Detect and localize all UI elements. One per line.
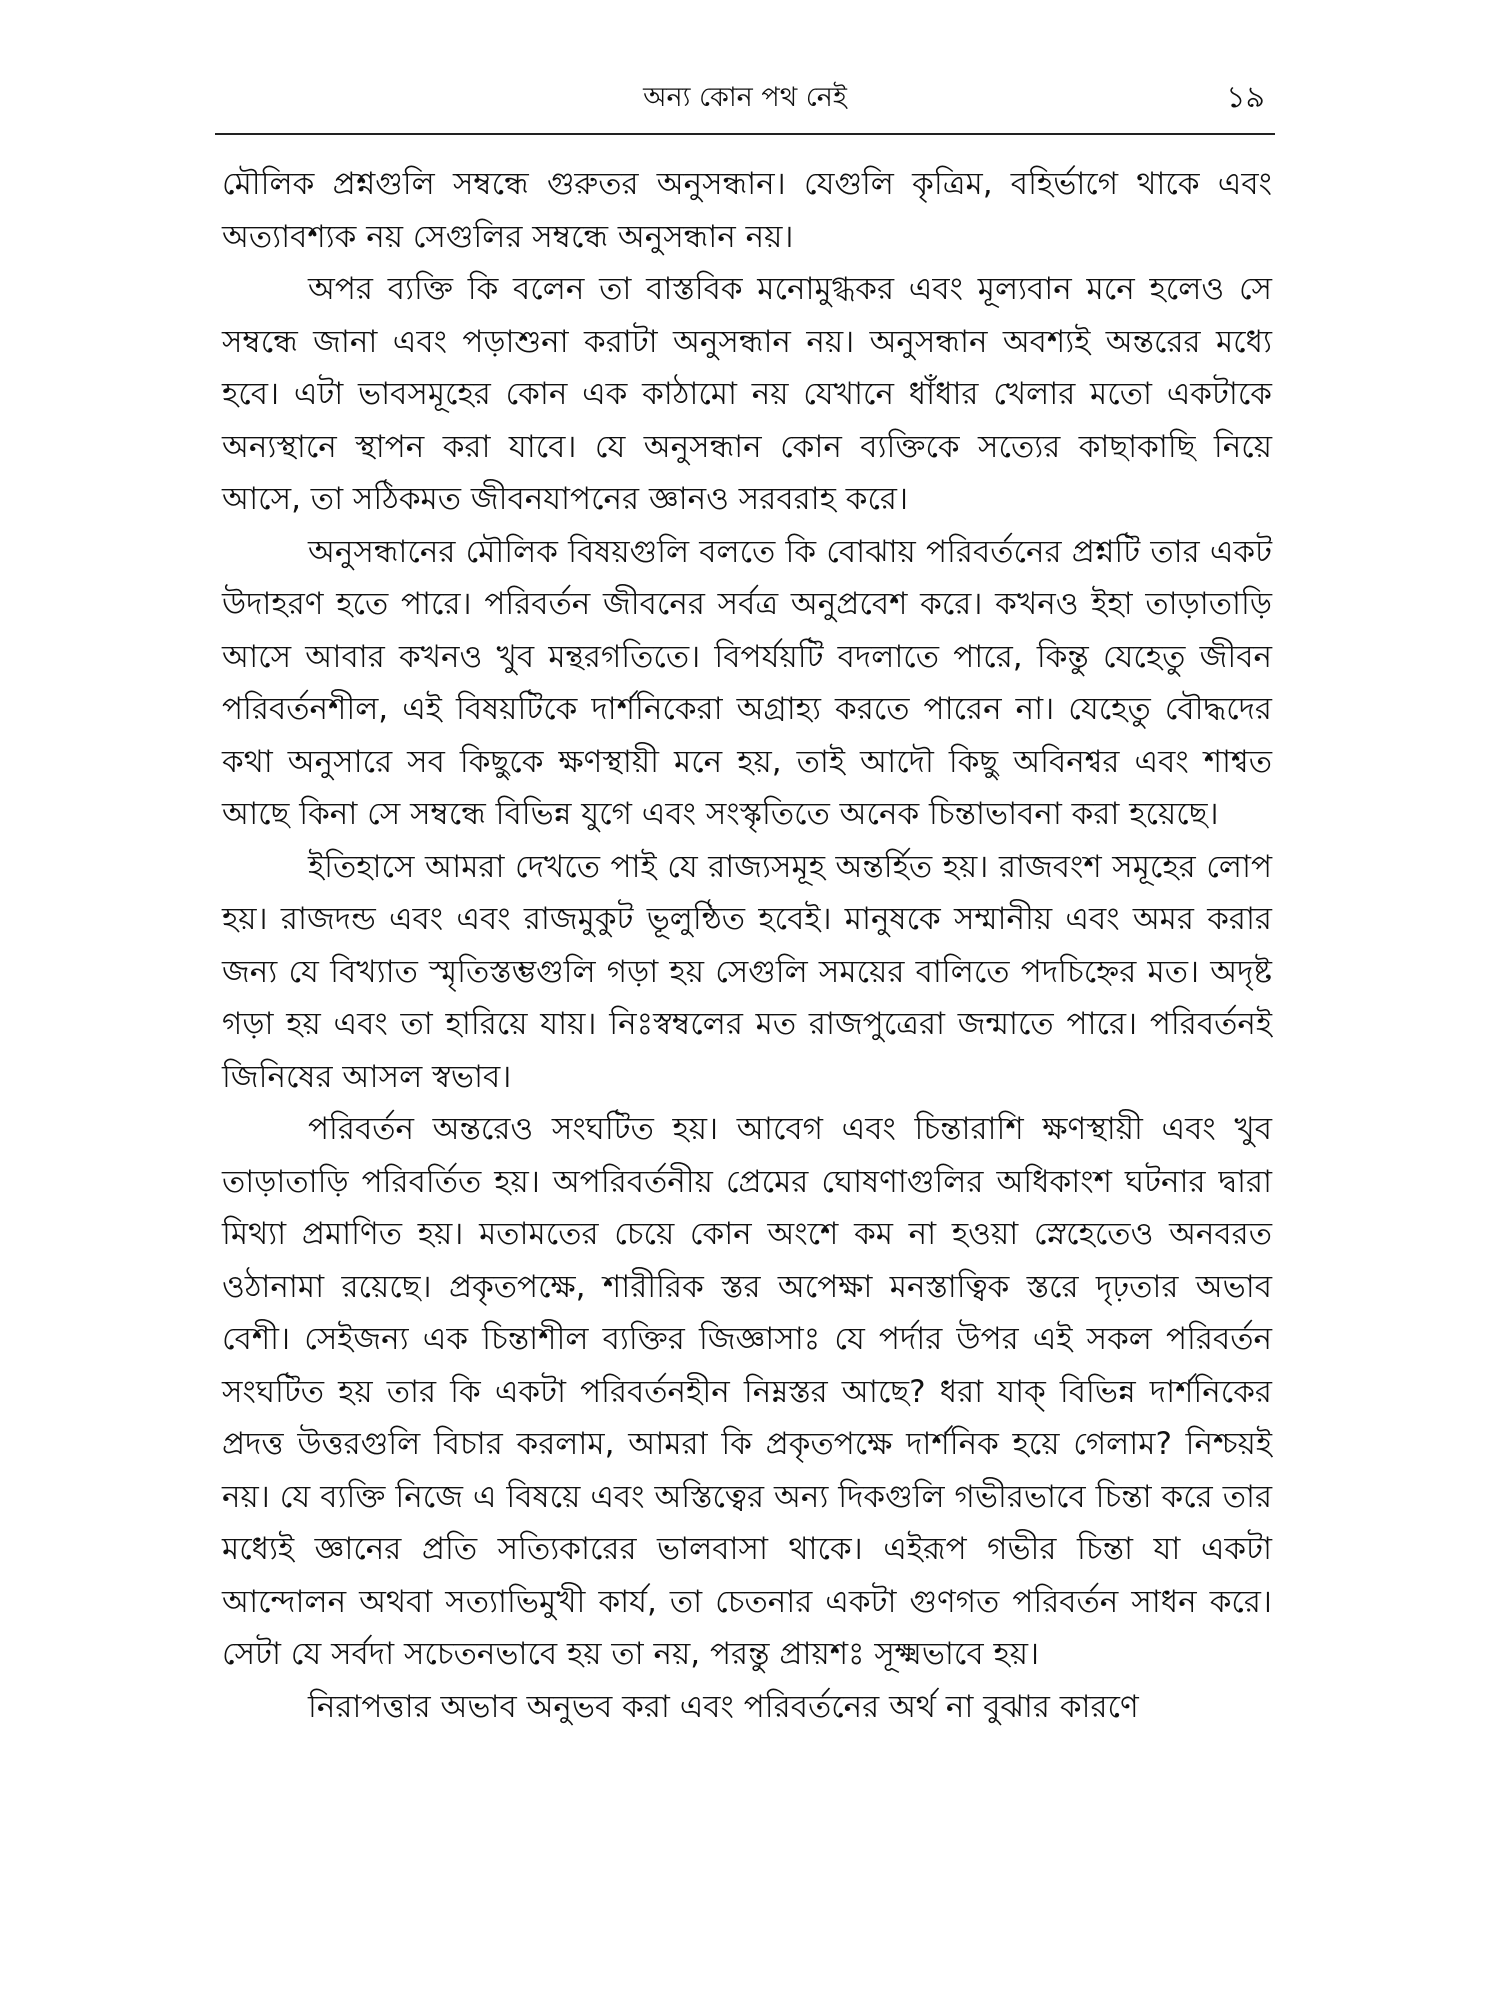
paragraph-2: অপর ব্যক্তি কি বলেন তা বাস্তবিক মনোমুগ্ধকর এবং মূল্যবান মনে হলেও সে সম্বন্ধে জানা এবং পড়াশুনা করাটা অনুসন্ধান নয়। অনুসন্ধান অবশ্যই অন্তরের মধ্যে হবে। এটা ভাবসমূহের কোন এক কাঠামো নয় যেখানে ধাঁধার খেলার মতো একটাকে অন্যস্থানে স্থাপন করা যাবে। যে অনুসন্ধান কোন ব্যক্তিকে সত্যের কাছাকাছি নিয়ে আসে, তা সঠিকমত জীবনযাপনের জ্ঞানও সরবরাহ করে। (222, 271, 1272, 517)
paragraph-3: অনুসন্ধানের মৌলিক বিষয়গুলি বলতে কি বোঝায় পরিবর্তনের প্রশ্নটি তার একট উদাহরণ হতে পারে। পরিবর্তন জীবনের সর্বত্র অনুপ্রবেশ করে। কখনও ইহা তাড়াতাড়ি আসে আবার কখনও খুব মন্থরগতিতে। বিপর্যয়টি বদলাতে পারে, কিন্তু যেহেতু জীবন পরিবর্তনশীল, এই বিষয়টিকে দার্শনিকেরা অগ্রাহ্য করতে পারেন না। যেহেতু বৌদ্ধদের কথা অনুসারে সব কিছুকে ক্ষণস্থায়ী মনে হয়, তাই আদৌ কিছু অবিনশ্বর এবং শাশ্বত আছে কিনা সে সম্বন্ধে বিভিন্ন যুগে এবং সংস্কৃতিতে অনেক চিন্তাভাবনা করা হয়েছে। (222, 533, 1272, 832)
page-header (215, 78, 1275, 128)
running-title: অন্য কোন পথ নেই (643, 82, 847, 113)
paragraph-6: নিরাপত্তার অভাব অনুভব করা এবং পরিবর্তনের অর্থ না বুঝার কারণে (308, 1688, 1139, 1725)
paragraph-4: ইতিহাসে আমরা দেখতে পাই যে রাজ্যসমূহ অন্তর্হিত হয়। রাজবংশ সমূহের লোপ হয়। রাজদন্ড এবং এবং রাজমুকুট ভূলুন্ঠিত হবেই। মানুষকে সম্মানীয় এবং অমর করার জন্য যে বিখ্যাত স্মৃতিস্তম্ভগুলি গড়া হয় সেগুলি সময়ের বালিতে পদচিহ্নের মত। অদৃষ্ট গড়া হয় এবং তা হারিয়ে যায়। নিঃস্বম্বলের মত রাজপুত্রেরা জন্মাতে পারে। পরিবর্তনই জিনিষের আসল স্বভাব। (222, 848, 1272, 1095)
body-text (222, 158, 1272, 1733)
paragraph-1: মৌলিক প্রশ্নগুলি সম্বন্ধে গুরুতর অনুসন্ধান। যেগুলি কৃত্রিম, বহির্ভাগে থাকে এবং অত্যাবশ্যক নয় সেগুলির সম্বন্ধে অনুসন্ধান নয়। (222, 166, 1272, 255)
paragraph-5: পরিবর্তন অন্তরেও সংঘটিত হয়। আবেগ এবং চিন্তারাশি ক্ষণস্থায়ী এবং খুব তাড়াতাড়ি পরিবর্তিত হয়। অপরিবর্তনীয় প্রেমের ঘোষণাগুলির অধিকাংশ ঘটনার দ্বারা মিথ্যা প্রমাণিত হয়। মতামতের চেয়ে কোন অংশে কম না হওয়া স্নেহেতেও অনবরত ওঠানামা রয়েছে। প্রকৃতপক্ষে, শারীরিক স্তর অপেক্ষা মনস্তাত্বিক স্তরে দৃঢ়তার অভাব বেশী। সেইজন্য এক চিন্তাশীল ব্যক্তির জিজ্ঞাসাঃ যে পর্দার উপর এই সকল পরিবর্তন সংঘটিত হয় তার কি একটা পরিবর্তনহীন নিম্নস্তর আছে? ধরা যাক্ বিভিন্ন দার্শনিকের প্রদত্ত উত্তরগুলি বিচার করলাম, আমরা কি প্রকৃতপক্ষে দার্শনিক হয়ে গেলাম? নিশ্চয়ই নয়। যে ব্যক্তি নিজে এ বিষয়ে এবং অস্তিত্বের অন্য দিকগুলি গভীরভাবে চিন্তা করে তার মধ্যেই জ্ঞানের প্রতি সত্যিকারের ভালবাসা থাকে। এইরূপ গভীর চিন্তা যা একটা আন্দোলন অথবা সত্যাভিমুখী কার্য, তা চেতনার একটা গুণগত পরিবর্তন সাধন করে। সেটা যে সর্বদা সচেতনভাবে হয় তা নয়, পরন্তু প্রায়শঃ সূক্ষ্মভাবে হয়। (222, 1111, 1272, 1672)
page-number: ১৯ (1226, 80, 1265, 115)
header-rule (215, 133, 1275, 135)
